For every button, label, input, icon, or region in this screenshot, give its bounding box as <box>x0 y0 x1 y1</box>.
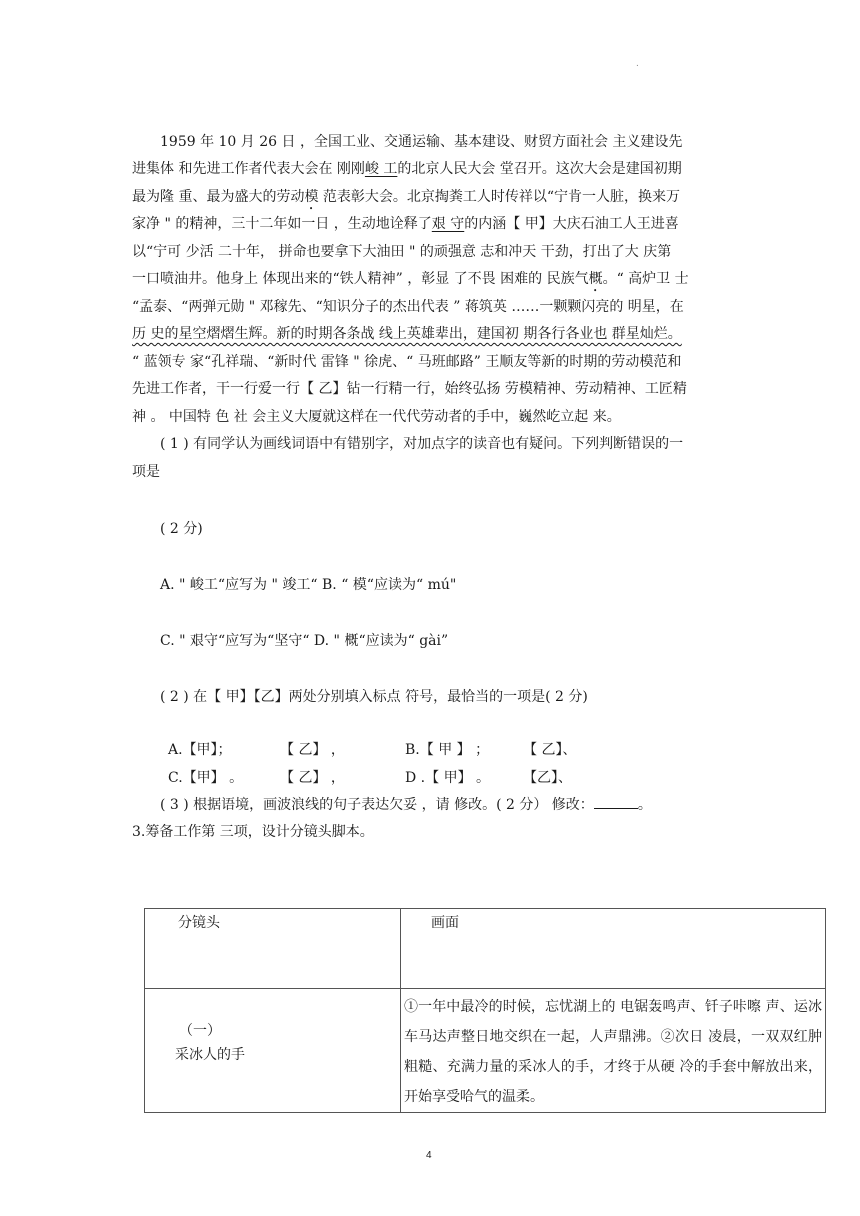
table-cell-shot <box>145 989 401 1113</box>
header-dot: . <box>636 58 639 69</box>
dotted-char-gai: 概 <box>588 271 603 287</box>
answer-blank[interactable] <box>594 794 638 809</box>
passage-line-8 <box>132 323 682 343</box>
passage-line-3: 最为隆 重、最为盛大的劳动模 范表彰大会。北京掏粪工人时传祥以“宁肯一人脏，换来万 <box>132 189 681 205</box>
q2-option-a-part1: A.【甲】； <box>168 742 232 758</box>
underlined-term-jianshou: 艰 守 <box>431 216 465 232</box>
q1-stem-line1: ( 1 ) 有同学认为画线词语中有错别字，对加点字的读音也有疑问。下列判断错误的一 <box>160 436 684 452</box>
shot-number: （一） <box>179 1023 221 1039</box>
table-header-scene: 画面 <box>401 909 826 989</box>
section-3-heading: 3.筹备工作第 三项，设计分镜头脚本。 <box>132 824 374 840</box>
q2-option-d-part1: D .【 甲】 。 <box>405 770 491 786</box>
q2-option-b-part1: B.【 甲 】 ； <box>405 742 490 758</box>
passage-line-11: 神 。 中国特 色 社 会主义大厦就这样在一代代劳动者的手中，巍然屹立起 来。 <box>132 409 621 425</box>
q2-option-c-part2: 【 乙】 ， <box>280 770 345 786</box>
q2-option-b-part2: 【 乙】、 <box>523 742 577 758</box>
q2-option-d-part2: 【乙】、 <box>523 770 572 786</box>
page-number: 4 <box>426 1150 432 1161</box>
q1-score: ( 2 分) <box>160 521 203 537</box>
table-cell-scene: ①一年中最冷的时候，忘忧湖上的 电锯轰鸣声、钎子咔嚓 声、运冰车马达声整日地交织在一起，人声鼎沸。②次日 凌晨，一双双红肿粗糙、充满力量的采冰人的手，才终于从硬 冷的手套中解放出来，开始享受哈气的温柔。 <box>401 989 826 1113</box>
underlined-term-jungong: 峻 工 <box>364 161 398 177</box>
table-header-row <box>145 909 826 989</box>
q2-option-c-part1: C.【甲】 。 <box>168 770 244 786</box>
passage-line-1: 1959 年 10 月 26 日 ，全国工业、交通运输、基本建设、财贸方面社会 主义建设先 <box>160 134 683 150</box>
passage-line-9: “ 蓝领专 家“孔祥瑞、“新时代 雷锋 " 徐虎、“ 马班邮路” 王顺友等新的时期的劳动模范和 <box>132 354 682 370</box>
table-row <box>145 989 826 1113</box>
q1-options-cd: C. " 艰守“应写为“坚守“ D. " 概“应读为“ gài” <box>160 633 449 649</box>
storyboard-table <box>144 908 826 1113</box>
q1-stem-line2: 项是 <box>132 464 160 480</box>
q3-stem: ( 3 ) 根据语境，画波浪线的句子表达欠妥 ，请 修改。( 2 分） 修改： 。 <box>160 794 652 814</box>
passage-line-2: 进集体 和先进工作者代表大会在 刚刚峻 工的北京人民大会 堂召开。这次大会是建国初期 <box>132 161 682 177</box>
q2-option-a-part2: 【 乙】 ， <box>280 742 345 758</box>
passage-line-7: “孟泰、“两弹元勋 " 邓稼先、“知识分子的杰出代表 ” 蒋筑英 ……一颗颗闪亮的 明星，在 <box>132 299 684 315</box>
table-header-shot: 分镜头 <box>145 909 401 989</box>
passage-line-6: 一口喷油井。他身上 体现出来的“铁人精神” ，彰显 了不畏 困难的 民族气概。“ 高炉卫 士 <box>132 271 689 287</box>
shot-title: 采冰人的手 <box>175 1047 245 1063</box>
wavy-sentence: 历 史的星空熠熠生辉。新的时期各条战 线上英雄辈出，建国初 期各行各业也 群星灿烂。 <box>132 326 682 342</box>
q2-stem: ( 2 ) 在【 甲】【乙】两处分别填入标点 符号，最恰当的一项是( 2 分) <box>160 689 588 705</box>
passage-line-4: 家净 " 的精神，三十二年如一日 ，生动地诠释了艰 守的内涵【 甲】大庆石油工人王进喜 <box>132 216 679 232</box>
passage-line-10: 先进工作者，干一行爱一行【 乙】钻一行精一行，始终弘扬 劳模精神、劳动精神、工匠精 <box>132 381 687 397</box>
dotted-char-mo: 模 <box>304 189 319 205</box>
q1-options-ab: A. " 峻工“应写为 " 竣工“ B. “ 模“应读为“ mú" <box>160 577 457 593</box>
passage-line-5: 以“宁可 少活 二十年， 拼命也要拿下大油田 " 的顽强意 志和冲天 干劲，打出了大 庆第 <box>132 244 672 260</box>
